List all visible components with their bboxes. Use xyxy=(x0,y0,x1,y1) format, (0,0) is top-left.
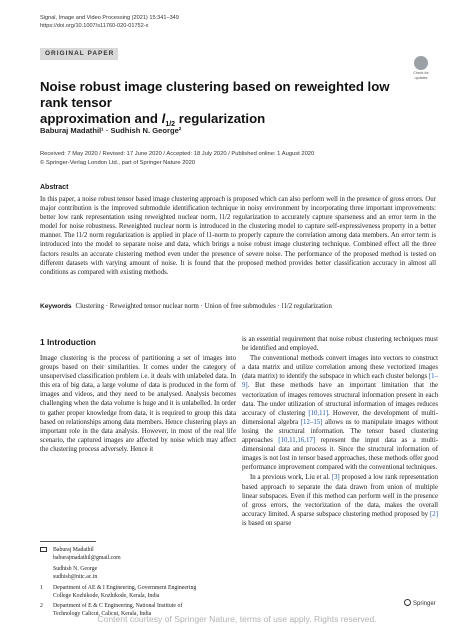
section-heading-introduction: 1 Introduction xyxy=(40,337,96,347)
publisher-logo: Springer xyxy=(404,599,436,607)
envelope-icon xyxy=(40,547,47,555)
footnote-divider xyxy=(40,541,96,542)
keywords-label: Keywords xyxy=(40,303,72,310)
journal-citation: Signal, Image and Video Processing (2021) 15:341–349 xyxy=(40,15,179,21)
publication-dates: Received: 7 May 2020 / Revised: 17 June 2020 / Accepted: 18 July 2020 / Published online: 1 August 2020 © Springer-Verlag London Ltd., part of Springer Nature 2020 xyxy=(40,151,315,166)
check-updates-line1: Check for xyxy=(413,71,429,75)
copyright: © Springer-Verlag London Ltd., part of Springer Nature 2020 xyxy=(40,159,196,166)
intro-paragraph-right-1: is an essential requirement that noise robust clustering techniques must be identified and employed. xyxy=(242,336,438,353)
right-column xyxy=(242,335,438,529)
contact-author-2: Sudhish N. George sudhish@nitc.ac.in xyxy=(40,566,236,581)
citation-link[interactable]: [3] xyxy=(331,474,340,482)
intro-paragraph-right-3: In a previous work, Liu et al. [3] proposed a low rank representation based approach to separate the data drawn from union of multiple linear subspaces. Even if this method can perform well in the presence of gross errors, the vectorization of the data, makes the overall accuracy limited. A sparse subspace clustering method proposed by [2] is based on sparse xyxy=(242,474,438,527)
affiliation-1: 1 Department of AE & I Engineering, Government Engineering College Kozhikode, Kozhikode, Kerala, India xyxy=(40,585,197,599)
left-column xyxy=(40,354,236,455)
contact-author-1: Baburaj Madathil baburajmadathil@gmail.com xyxy=(40,547,236,562)
email-link[interactable]: baburajmadathil@gmail.com xyxy=(53,554,121,561)
article-type-badge: ORIGINAL PAPER xyxy=(40,48,118,60)
citation-link[interactable]: [12–15] xyxy=(300,418,323,426)
keywords xyxy=(40,302,436,311)
email-link[interactable]: sudhish@nitc.ac.in xyxy=(53,573,98,580)
citation-link[interactable]: [10,11,16,17] xyxy=(278,437,316,445)
intro-paragraph-right-2: The conventional methods convert images into vectors to construct a data matrix and utilize correlation among these vectorized images (data matrix) to identify the subspace in which each cluster belongs [1–9]. But these methods have an important limitation that the vectorization of images removes structural information present in each data. The under utilization of structural information of images reduces accuracy of clustering [10,11]. However, the development of multi-dimensional algebra [12–15] allows us to manipulate images without losing the structural information. The tensor based clustering approaches [10,11,16,17] represent the input data as a multi-dimensional data and process it. Since the structural information of images is not lost in tensor based approaches, these methods offer good performance improvement compared with the conventional techniques. xyxy=(242,355,438,472)
citation-link[interactable]: [10,11] xyxy=(308,409,329,417)
abstract-text: In this paper, a noise robust tensor based image clustering approach is proposed which can also perform well in the presence of gross errors. Our major contribution is the improved submodule identification technique in noisy environment by incorporating three important improvements: better low rank representation using reweighted nuclear norm, l1/2 regularization to accurately capture sparseness and an error term in the model for noise robustness. Reweighted nuclear norm is introduced in the clustering model to capture self-expressiveness property in a better manner. The l1/2 norm regularization is applied in place of l1-norm to properly capture the correlation among data members. An error term is introduced into the model to separate noise and data, which brings a noise robust image clustering technique. Combined effect all the three factors results an accurate clustering method even under the presence of severe noise. The performance of the proposed method is tested on different datasets with varying amount of noise. It is found that the proposed method provides better classification accuracy in almost all conditions as compared with existing methods. xyxy=(40,196,436,276)
journal-info xyxy=(40,14,179,30)
keywords-text: Clustering · Reweighted tensor nuclear norm · Union of free submodules · l1/2 regularization xyxy=(75,303,332,310)
affiliation-2: 2 Department of E & C Engineering, National Institute of Technology Calicut, Calicut, Kerala, India xyxy=(40,603,183,617)
check-updates-line2: updates xyxy=(414,76,428,81)
author-list: Baburaj Madathil¹ · Sudhish N. George² xyxy=(40,126,182,135)
citation-link[interactable]: [1–9] xyxy=(242,373,438,390)
doi-link[interactable]: https://doi.org/10.1007/s11760-020-01752-x xyxy=(40,23,149,29)
check-updates-icon xyxy=(414,56,428,70)
springer-horse-icon xyxy=(404,599,411,606)
courtesy-notice: Content courtesy of Springer Nature, terms of use apply. Rights reserved. xyxy=(97,614,377,624)
article-title: Noise robust image clustering based on reweighted low rank tensor approximation and $l_{1/2}$ regularization xyxy=(40,79,390,128)
citation-link[interactable]: [2] xyxy=(430,510,438,518)
intro-paragraph-left: Image clustering is the process of partitioning a set of images into groups based on their similarities. It comes under the category of unsupervised classification problem i.e. it deals with unlabeled data. In this era of big data, a large volume of data is produced in the form of images and videos, and they need to be analysed. Analysis becomes challenging when the data volume is huge and it is unlabelled. In order to gather proper knowledge from data, it is required to group this data based on relationships among data members. Hence clustering plays an important role in the data analysis. However, in most of the real life scenario, the captured images are affected by noise which may affect the clustering process adversely. Hence it xyxy=(40,355,236,453)
abstract-heading: Abstract xyxy=(40,184,69,191)
